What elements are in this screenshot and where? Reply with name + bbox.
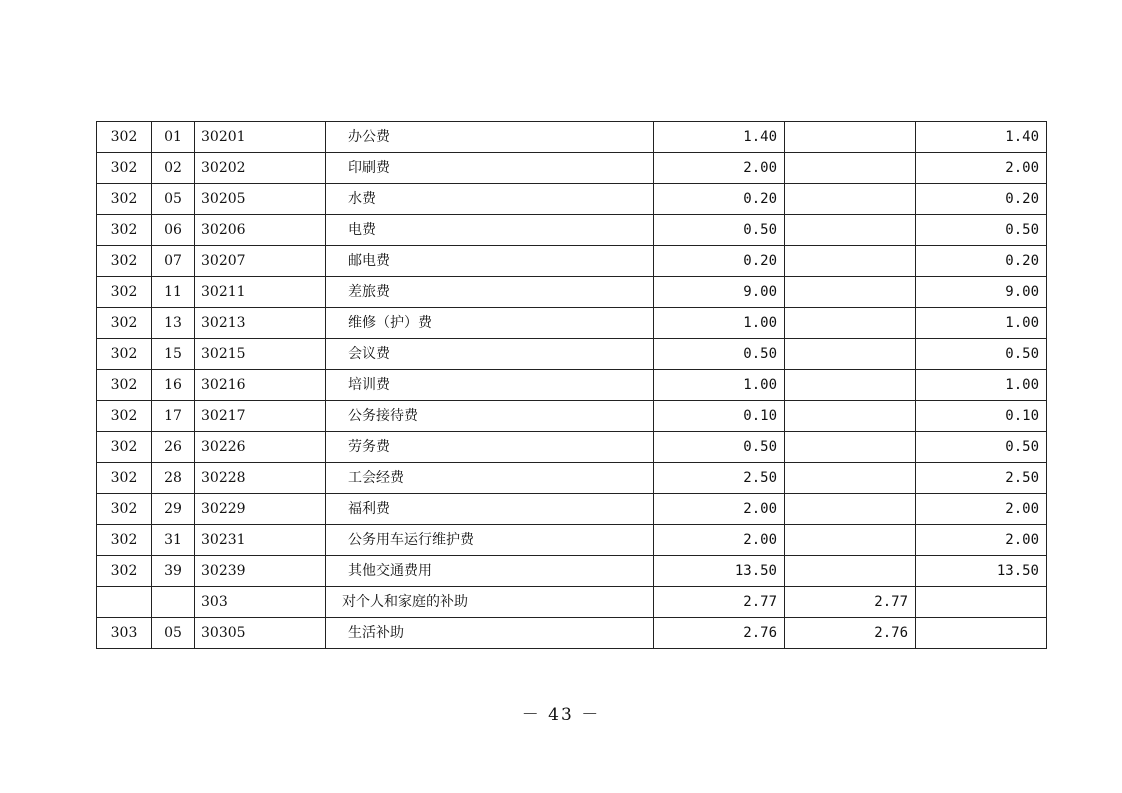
subject-name-cell: 印刷费	[326, 153, 654, 184]
class-code-cell: 302	[97, 525, 152, 556]
subject-name-cell: 水费	[326, 184, 654, 215]
basic-expense-cell	[785, 153, 916, 184]
subject-code-cell: 30202	[195, 153, 326, 184]
subject-code-cell: 30239	[195, 556, 326, 587]
class-code-cell: 302	[97, 401, 152, 432]
project-expense-cell: 2.00	[916, 494, 1047, 525]
basic-expense-cell	[785, 556, 916, 587]
subject-code-cell: 30305	[195, 618, 326, 649]
item-code-cell: 06	[152, 215, 195, 246]
basic-expense-cell: 2.77	[785, 587, 916, 618]
class-code-cell: 302	[97, 122, 152, 153]
basic-expense-cell	[785, 215, 916, 246]
table-row	[97, 184, 1047, 215]
subject-code-cell: 30226	[195, 432, 326, 463]
total-amount-cell: 2.50	[654, 463, 785, 494]
project-expense-cell: 2.50	[916, 463, 1047, 494]
subject-code-cell: 30228	[195, 463, 326, 494]
project-expense-cell: 0.20	[916, 246, 1047, 277]
item-code-cell: 07	[152, 246, 195, 277]
subject-name-cell: 会议费	[326, 339, 654, 370]
item-code-cell: 01	[152, 122, 195, 153]
subject-name-cell: 生活补助	[326, 618, 654, 649]
item-code-cell: 17	[152, 401, 195, 432]
subject-code-cell: 30229	[195, 494, 326, 525]
subject-name-cell: 其他交通费用	[326, 556, 654, 587]
project-expense-cell: 13.50	[916, 556, 1047, 587]
total-amount-cell: 0.10	[654, 401, 785, 432]
table-row	[97, 432, 1047, 463]
project-expense-cell: 2.00	[916, 525, 1047, 556]
basic-expense-cell	[785, 277, 916, 308]
item-code-cell: 02	[152, 153, 195, 184]
subject-name-cell: 工会经费	[326, 463, 654, 494]
table-row	[97, 401, 1047, 432]
project-expense-cell: 1.40	[916, 122, 1047, 153]
total-amount-cell: 1.40	[654, 122, 785, 153]
item-code-cell: 26	[152, 432, 195, 463]
table-row	[97, 246, 1047, 277]
subject-code-cell: 30217	[195, 401, 326, 432]
class-code-cell: 302	[97, 370, 152, 401]
class-code-cell: 302	[97, 339, 152, 370]
subject-name-cell: 劳务费	[326, 432, 654, 463]
table-row	[97, 494, 1047, 525]
total-amount-cell: 0.50	[654, 432, 785, 463]
project-expense-cell: 0.50	[916, 339, 1047, 370]
total-amount-cell: 0.20	[654, 246, 785, 277]
class-code-cell: 302	[97, 153, 152, 184]
basic-expense-cell	[785, 432, 916, 463]
class-code-cell: 302	[97, 184, 152, 215]
basic-expense-cell	[785, 308, 916, 339]
table-row	[97, 122, 1047, 153]
subject-code-cell: 30213	[195, 308, 326, 339]
subject-name-cell: 公务接待费	[326, 401, 654, 432]
total-amount-cell: 1.00	[654, 370, 785, 401]
project-expense-cell: 1.00	[916, 308, 1047, 339]
subject-code-cell: 30201	[195, 122, 326, 153]
table-row	[97, 525, 1047, 556]
table-row	[97, 556, 1047, 587]
project-expense-cell: 2.00	[916, 153, 1047, 184]
project-expense-cell	[916, 587, 1047, 618]
item-code-cell	[152, 587, 195, 618]
table-row	[97, 587, 1047, 618]
total-amount-cell: 9.00	[654, 277, 785, 308]
subject-code-cell: 303	[195, 587, 326, 618]
total-amount-cell: 2.00	[654, 525, 785, 556]
project-expense-cell: 0.50	[916, 215, 1047, 246]
basic-expense-cell	[785, 184, 916, 215]
total-amount-cell: 2.77	[654, 587, 785, 618]
item-code-cell: 29	[152, 494, 195, 525]
class-code-cell: 302	[97, 308, 152, 339]
page-number: － 43 －	[521, 705, 601, 725]
item-code-cell: 16	[152, 370, 195, 401]
subject-name-cell: 培训费	[326, 370, 654, 401]
project-expense-cell: 9.00	[916, 277, 1047, 308]
project-expense-cell: 0.50	[916, 432, 1047, 463]
subject-code-cell: 30207	[195, 246, 326, 277]
table-row	[97, 463, 1047, 494]
total-amount-cell: 0.20	[654, 184, 785, 215]
budget-expenditure-table	[96, 121, 1047, 649]
subject-name-cell: 对个人和家庭的补助	[326, 587, 654, 618]
total-amount-cell: 0.50	[654, 339, 785, 370]
item-code-cell: 15	[152, 339, 195, 370]
basic-expense-cell	[785, 339, 916, 370]
table-row	[97, 308, 1047, 339]
total-amount-cell: 0.50	[654, 215, 785, 246]
item-code-cell: 05	[152, 618, 195, 649]
basic-expense-cell	[785, 463, 916, 494]
subject-name-cell: 邮电费	[326, 246, 654, 277]
class-code-cell: 302	[97, 556, 152, 587]
subject-name-cell: 办公费	[326, 122, 654, 153]
basic-expense-cell	[785, 494, 916, 525]
class-code-cell: 302	[97, 246, 152, 277]
table-row	[97, 618, 1047, 649]
subject-code-cell: 30231	[195, 525, 326, 556]
subject-code-cell: 30215	[195, 339, 326, 370]
basic-expense-cell	[785, 525, 916, 556]
project-expense-cell	[916, 618, 1047, 649]
subject-name-cell: 差旅费	[326, 277, 654, 308]
item-code-cell: 31	[152, 525, 195, 556]
subject-code-cell: 30205	[195, 184, 326, 215]
class-code-cell: 302	[97, 215, 152, 246]
item-code-cell: 28	[152, 463, 195, 494]
basic-expense-cell	[785, 122, 916, 153]
class-code-cell: 303	[97, 618, 152, 649]
item-code-cell: 11	[152, 277, 195, 308]
class-code-cell: 302	[97, 494, 152, 525]
total-amount-cell: 2.00	[654, 494, 785, 525]
class-code-cell: 302	[97, 277, 152, 308]
subject-code-cell: 30216	[195, 370, 326, 401]
project-expense-cell: 0.20	[916, 184, 1047, 215]
subject-name-cell: 电费	[326, 215, 654, 246]
project-expense-cell: 0.10	[916, 401, 1047, 432]
item-code-cell: 13	[152, 308, 195, 339]
table-row	[97, 277, 1047, 308]
subject-name-cell: 维修（护）费	[326, 308, 654, 339]
table-row	[97, 153, 1047, 184]
table-row	[97, 215, 1047, 246]
item-code-cell: 05	[152, 184, 195, 215]
basic-expense-cell: 2.76	[785, 618, 916, 649]
basic-expense-cell	[785, 401, 916, 432]
total-amount-cell: 2.76	[654, 618, 785, 649]
subject-code-cell: 30211	[195, 277, 326, 308]
total-amount-cell: 2.00	[654, 153, 785, 184]
subject-name-cell: 公务用车运行维护费	[326, 525, 654, 556]
basic-expense-cell	[785, 246, 916, 277]
project-expense-cell: 1.00	[916, 370, 1047, 401]
subject-code-cell: 30206	[195, 215, 326, 246]
total-amount-cell: 1.00	[654, 308, 785, 339]
basic-expense-cell	[785, 370, 916, 401]
table-row	[97, 370, 1047, 401]
table-row	[97, 339, 1047, 370]
class-code-cell: 302	[97, 432, 152, 463]
class-code-cell	[97, 587, 152, 618]
table-body	[97, 122, 1047, 649]
item-code-cell: 39	[152, 556, 195, 587]
subject-name-cell: 福利费	[326, 494, 654, 525]
total-amount-cell: 13.50	[654, 556, 785, 587]
class-code-cell: 302	[97, 463, 152, 494]
